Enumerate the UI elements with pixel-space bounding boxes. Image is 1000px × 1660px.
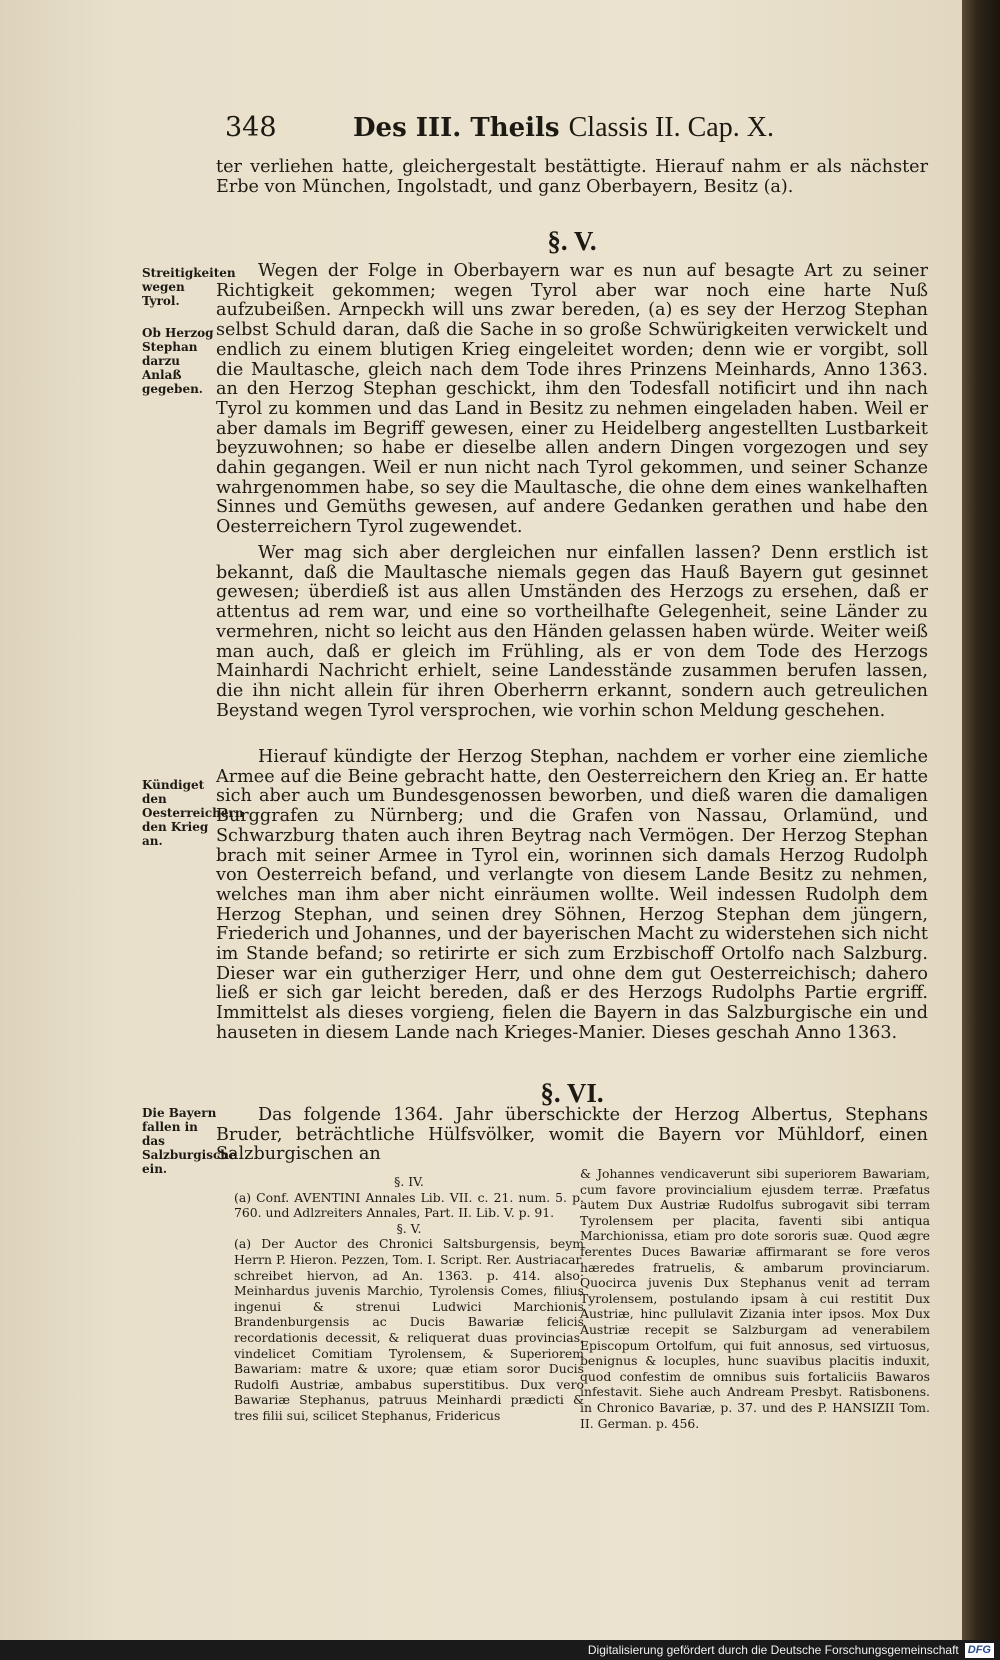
section-heading-v: §. V. (547, 226, 597, 256)
footnote-v-continued: & Johannes vendicaverunt sibi superiorem Bawariam, cum favore provincialium ejusdem terræ. Præfatus autem Dux Austriæ Rudolfus subrogavit sibi terram Tyrolensem per placita, faventi sibi antiqua Marchionissa, etiam pro dote sororis suæ. Quod ægre ferentes Duces Bawariæ affirmarant se fore veros hæredes fratruelis, & ambarum provinciarum. Quocirca juvenis Dux Stephanus venit ad terram Tyrolensem, postulando ipsam à cui restitit Dux Austriæ, hinc pullulavit Zizania inter ipsos. Mox Dux Austriæ recepit se Salzburgam ad venerabilem Episcopum Ortolfum, qui fuit annosus, sed virtuosus, benignus & locuples, hunc suavibus placitis induxit, quod confestim de omnibus suis fortaliciis Bawaros infestavit. Siehe auch Andream Presbyt. Ratisbonens. in Chronico Bavariæ, p. 37. und des P. HANSIZII Tom. II. German. p. 456. (580, 1166, 930, 1431)
marginal-note-1: Streitigkeiten wegen Tyrol. (142, 266, 236, 308)
section-v-para-2 (216, 544, 928, 721)
header-title-part: Des III. Theils (353, 113, 560, 143)
footer-text: Digitalisierung gefördert durch die Deutsche Forschungsgemeinschaft (587, 1643, 959, 1657)
marginal-note-4: Die Bayern fallen in das Salzburgische ein. (142, 1106, 237, 1176)
paragraph: Hierauf kündigte der Herzog Stephan, nachdem er vorher eine ziemliche Armee auf die Beine gebracht hatte, den Oesterreichern den Krieg an. Er hatte sich aber auch um Bundesgenossen beworben, und dieß waren die damaligen Burggrafen zu Nürnberg; und die Grafen von Nassau, Orlamünd, und Schwarzburg thaten auch ihren Beytrag nach Vermögen. Der Herzog Stephan brach mit seiner Armee in Tyrol ein, worinnen sich damals Herzog Rudolph von Oesterreich befand, und verlangte von diesem Lande Besitz zu nehmen, welches man ihm aber nicht einräumen wollte. Weil indessen Rudolph dem Herzog Stephan, und seinen drey Söhnen, Herzog Stephan dem jüngern, Friederich und Johannes, und der bayerischen Macht zu widerstehen sich nicht im Stande befand; so retirirte er sich zum Erzbischoff Ortolfo nach Salzburg. Dieser war ein gutherziger Herr, und ohne dem gut Oesterreichisch; dahero ließ er sich gar leicht bereden, daß er des Herzogs Rudolphs Partie ergriff. Immittelst als dieses vorgieng, fielen die Bayern in das Salzburgische ein und hauseten in diesem Lande nach Krieges-Manier. Dieses geschah Anno 1363. (216, 747, 928, 1043)
dfg-logo-icon: DFG (965, 1643, 994, 1658)
footnote-heading-v: §. V. (396, 1220, 422, 1236)
footnote-heading-iv: §. IV. (394, 1174, 424, 1189)
header-title (353, 112, 774, 144)
marginal-note-3: Kündiget den Oesterreichern den Krieg an. (142, 778, 244, 848)
page-number: 348 (225, 112, 277, 143)
book-binding-edge (962, 0, 1000, 1660)
footnote-iv: (a) Conf. AVENTINI Annales Lib. VII. c. 21. num. 5. p. 760. und Adlzreiters Annales, Part. II. Lib. V. p. 91. (234, 1189, 584, 1221)
section-v-para-1 (216, 262, 928, 538)
intro-paragraph: ter verliehen hatte, gleichergestalt bestättigte. Hierauf nahm er als nächster Erbe von München, Ingolstadt, und ganz Oberbayern, Besitz (a). (216, 157, 928, 197)
intro-text-block (216, 158, 928, 197)
paragraph: Wegen der Folge in Oberbayern war es nun auf besagte Art zu seiner Richtigkeit gekommen; wegen Tyrol aber war noch eine harte Nuß aufzubeißen. Arnpeckh will uns zwar bereden, (a) es sey der Herzog Stephan selbst Schuld daran, daß die Sache in so große Schwürigkeiten verwickelt und endlich zu einem blutigen Krieg eingeleitet worden; denn wie er vorgibt, soll die Maultasche, gleich nach dem Tode ihres Prinzens Meinhards, Anno 1363. an den Herzog Stephan geschickt, ihm den Todesfall notificirt und ihn nach Tyrol zu kommen und das Land in Besitz zu nehmen eingeladen haben. Weil er aber damals im Begriff gewesen, einer zu Heidelberg angestellten Lustbarkeit beyzuwohnen; so habe er dieselbe allen andern Dingen vorgezogen und sey dahin gegangen. Weil er nun nicht nach Tyrol gekommen, und seiner Schanze wahrgenommen habe, so sey die Maultasche, die ohne dem eines wankelhaften Sinnes und Gemüths gewesen, auf andere Gedanken gerathen und habe den Oesterreichern Tyrol zugewendet. (216, 261, 928, 538)
header-title-latin: Classis II. Cap. X. (568, 112, 774, 143)
running-header (225, 112, 925, 152)
paragraph: Wer mag sich aber dergleichen nur einfallen lassen? Denn erstlich ist bekannt, daß die Maultasche niemals gegen das Hauß Bayern gut gesinnet gewesen; überdieß ist aus allen Umständen des Herzogs zu ersehen, daß er attentus ad rem war, und eine so vortheilhafte Gelegenheit, seine Länder zu vermehren, nicht so leicht aus den Händen gelassen haben würde. Weiter weiß man auch, daß er gleich im Frühling, als er von dem Tode des Herzogs Mainhardi Nachricht erhielt, seine Landesstände zusammen berufen lassen, die ihn nicht allein für ihren Oberherrn erkannt, sondern auch getreulichen Beystand wegen Tyrol versprochen, wie vorhin schon Meldung geschehen. (216, 543, 928, 721)
footnote-column-left (234, 1174, 584, 1424)
section-heading-vi: §. VI. (540, 1078, 604, 1108)
paragraph: Das folgende 1364. Jahr überschickte der Herzog Albertus, Stephans Bruder, beträchtliche Hülfsvölker, womit die Bayern vor Mühldorf, einen Salzburgischen an (216, 1105, 928, 1165)
section-v-para-3 (216, 748, 928, 1044)
marginal-note-2: Ob Herzog Stephan darzu Anlaß gegeben. (142, 326, 214, 396)
footnote-v: (a) Der Auctor des Chronici Saltsburgensis, beym Herrn P. Hieron. Pezzen, Tom. I. Script. Rer. Austriacar. schreibet hiervon, ad An. 1363. p. 414. also: Meinhardus juvenis Marchio, Tyrolensis Comes, filius ingenui & strenui Ludwici Marchionis Brandenburgensis ac Ducis Bawariæ felicis recordationis decessit, & reliquerat duas provincias, vindelicet Comitiam Tyrolensem, & Superiorem Bawariam: matre & uxore; quæ etiam soror Ducis Rudolfi Austriæ, ambabus superstitibus. Dux vero Bawariæ Stephanus, patruus Meinhardi prædicti & tres filii sui, scilicet Stephanus, Fridericus (234, 1236, 584, 1423)
footnote-column-right (580, 1166, 930, 1431)
digitization-footer (0, 1640, 1000, 1660)
section-vi-para-1 (216, 1106, 928, 1165)
